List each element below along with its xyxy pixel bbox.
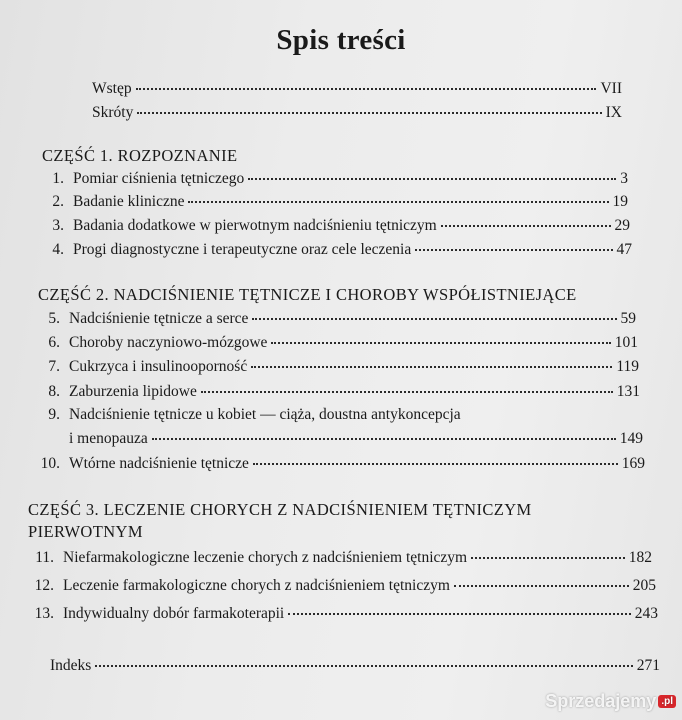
entry-label: Skróty: [92, 104, 134, 121]
entry-label: Cukrzyca i insulinooporność: [69, 358, 248, 375]
toc-entry: [40, 334, 638, 352]
entry-label: Indeks: [50, 657, 92, 674]
chapter-number: 12.: [34, 577, 54, 594]
chapter-number: 6.: [48, 334, 60, 351]
entry-page: 169: [621, 455, 645, 472]
entry-label: Badanie kliniczne: [73, 193, 185, 210]
chapter-number: 7.: [48, 358, 60, 375]
chapter-number: 4.: [52, 241, 64, 258]
leader-dots: [471, 557, 625, 559]
entry-label: Wstęp: [92, 80, 132, 97]
toc-entry: [44, 217, 630, 235]
chapter-number: 9.: [48, 406, 60, 423]
entry-page: VII: [600, 80, 622, 97]
leader-dots: [288, 613, 631, 615]
leader-dots: [253, 463, 618, 465]
entry-label: Leczenie farmakologiczne chorych z nadciśnieniem tętniczym: [63, 577, 450, 594]
entry-label: Pomiar ciśnienia tętniczego: [73, 170, 245, 187]
entry-page: 47: [616, 241, 632, 258]
entry-page: 29: [614, 217, 630, 234]
leader-dots: [152, 438, 616, 440]
leader-dots: [441, 225, 611, 227]
leader-dots: [271, 342, 610, 344]
entry-page: 3: [620, 170, 628, 187]
toc-entry: [24, 577, 656, 595]
toc-entry-index: [50, 657, 660, 675]
leader-dots: [137, 112, 601, 114]
toc-entry: [24, 605, 658, 623]
toc-entry-front: [92, 104, 622, 122]
chapter-number: 2.: [52, 193, 64, 210]
entry-page: 59: [620, 310, 636, 327]
toc-entry: [44, 170, 628, 188]
leader-dots: [252, 318, 616, 320]
toc-entry: [40, 406, 643, 424]
leader-dots: [201, 391, 613, 393]
entry-page: 101: [614, 334, 638, 351]
part-heading: CZĘŚĆ 1. ROZPOZNANIE: [42, 146, 238, 165]
entry-page: 243: [634, 605, 658, 622]
watermark-suffix: .pl: [658, 695, 676, 708]
toc-entry: [24, 549, 652, 567]
chapter-number: 8.: [48, 383, 60, 400]
page-title: Spis treści: [276, 24, 406, 56]
chapter-number: 13.: [34, 605, 54, 622]
entry-label: Niefarmakologiczne leczenie chorych z nadciśnieniem tętniczym: [63, 549, 468, 566]
chapter-number: 1.: [52, 170, 64, 187]
part-heading: CZĘŚĆ 3. LECZENIE CHORYCH Z NADCIŚNIENIEM TĘTNICZYM: [28, 500, 532, 519]
entry-label: Nadciśnienie tętnicze u kobiet — ciąża, doustna antykoncepcja: [69, 406, 461, 423]
entry-label: Indywidualny dobór farmakoterapii: [63, 605, 285, 622]
watermark-logo: [545, 691, 676, 712]
entry-page: 271: [636, 657, 660, 674]
toc-entry: [44, 241, 632, 259]
entry-label: Nadciśnienie tętnicze a serce: [69, 310, 249, 327]
chapter-number: 3.: [52, 217, 64, 234]
chapter-number: 11.: [35, 549, 54, 566]
leader-dots: [415, 249, 612, 251]
entry-page: 182: [628, 549, 652, 566]
entry-label: Wtórne nadciśnienie tętnicze: [69, 455, 249, 472]
entry-page: 149: [619, 430, 643, 447]
entry-label: Zaburzenia lipidowe: [69, 383, 197, 400]
toc-entry-continued: [69, 430, 643, 448]
entry-label: Badania dodatkowe w pierwotnym nadciśnieniu tętniczym: [73, 217, 437, 234]
entry-page: 119: [616, 358, 639, 375]
toc-entry-front: [92, 80, 622, 98]
toc-entry: [40, 358, 639, 376]
entry-label: Progi diagnostyczne i terapeutyczne oraz cele leczenia: [73, 241, 412, 258]
leader-dots: [136, 88, 597, 90]
part-heading: CZĘŚĆ 2. NADCIŚNIENIE TĘTNICZE I CHOROBY WSPÓŁISTNIEJĄCE: [38, 285, 577, 304]
toc-entry: [30, 455, 645, 473]
entry-label: Choroby naczyniowo-mózgowe: [69, 334, 268, 351]
leader-dots: [248, 178, 616, 180]
leader-dots: [95, 665, 632, 667]
chapter-number: 5.: [48, 310, 60, 327]
toc-entry: [44, 193, 628, 211]
toc-entry: [40, 310, 636, 328]
entry-page: 205: [632, 577, 656, 594]
entry-page: 19: [612, 193, 628, 210]
leader-dots: [454, 585, 629, 587]
leader-dots: [188, 201, 608, 203]
chapter-number: 10.: [40, 455, 60, 472]
leader-dots: [251, 366, 612, 368]
watermark-text: Sprzedajemy: [545, 691, 657, 711]
entry-label-continued: i menopauza: [69, 430, 148, 447]
entry-page: 131: [616, 383, 640, 400]
entry-page: IX: [605, 104, 622, 121]
part-heading-continued: PIERWOTNYM: [28, 522, 143, 541]
toc-entry: [40, 383, 640, 401]
